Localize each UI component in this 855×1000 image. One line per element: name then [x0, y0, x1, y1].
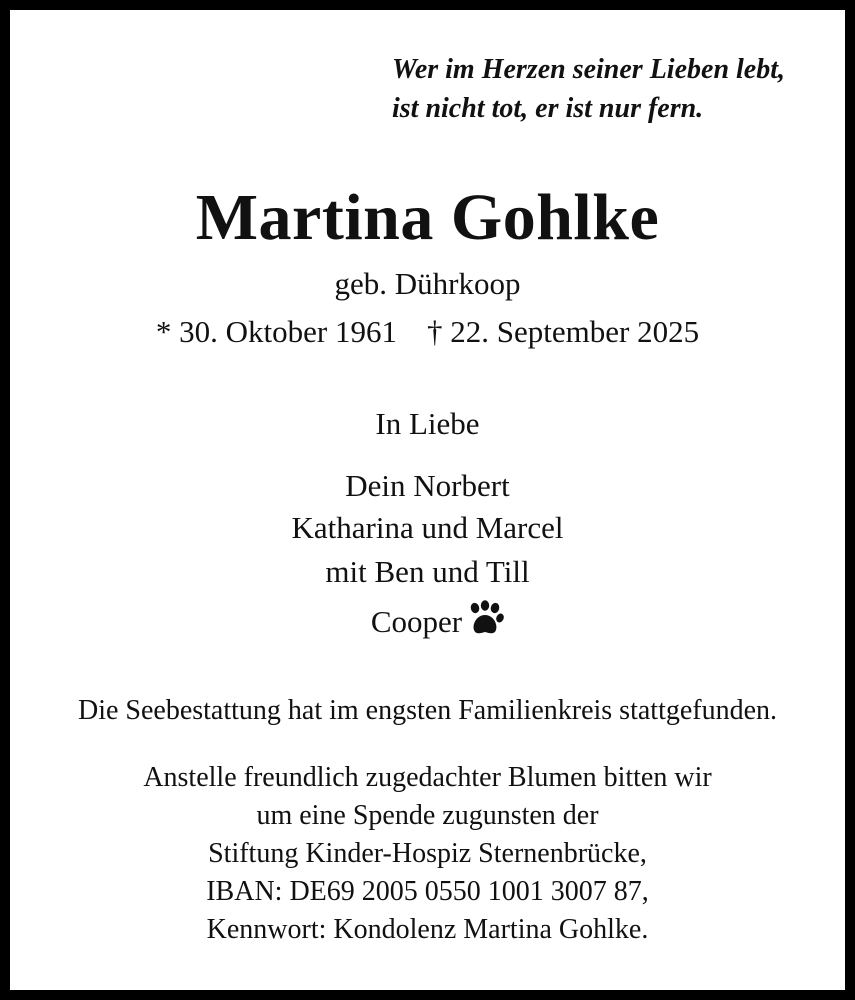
- donation-keyword: Kennwort: Kondolenz Martina Gohlke.: [206, 914, 649, 945]
- burial-notice: Die Seebestattung hat im engsten Familienkreis stattgefunden.: [77, 695, 778, 726]
- mourner-pet: [0, 600, 855, 644]
- mourner-line: Katharina und Marcel: [291, 510, 564, 545]
- mourner-line: mit Ben und Till: [325, 554, 530, 589]
- pet-name: Cooper: [370, 604, 463, 639]
- birth-date: * 30. Oktober 1961: [155, 314, 397, 349]
- donation-line: Stiftung Kinder-Hospiz Sternenbrücke,: [208, 838, 647, 869]
- birth-name: geb. Dührkoop: [334, 266, 521, 301]
- mourners-intro: In Liebe: [375, 406, 480, 441]
- donation-line: um eine Spende zugunsten der: [256, 800, 599, 831]
- donation-line: Anstelle freundlich zugedachter Blumen bitten wir: [143, 762, 712, 793]
- mourner-line: Dein Norbert: [345, 468, 510, 503]
- motto-line-2: ist nicht tot, er ist nur fern.: [392, 93, 704, 124]
- paw-icon: [466, 600, 504, 644]
- life-dates: [0, 314, 855, 350]
- death-date: † 22. September 2025: [427, 314, 700, 349]
- motto-line-1: Wer im Herzen seiner Lieben lebt,: [392, 54, 785, 85]
- deceased-name: Martina Gohlke: [195, 181, 660, 254]
- donation-iban: IBAN: DE69 2005 0550 1001 3007 87,: [206, 876, 649, 907]
